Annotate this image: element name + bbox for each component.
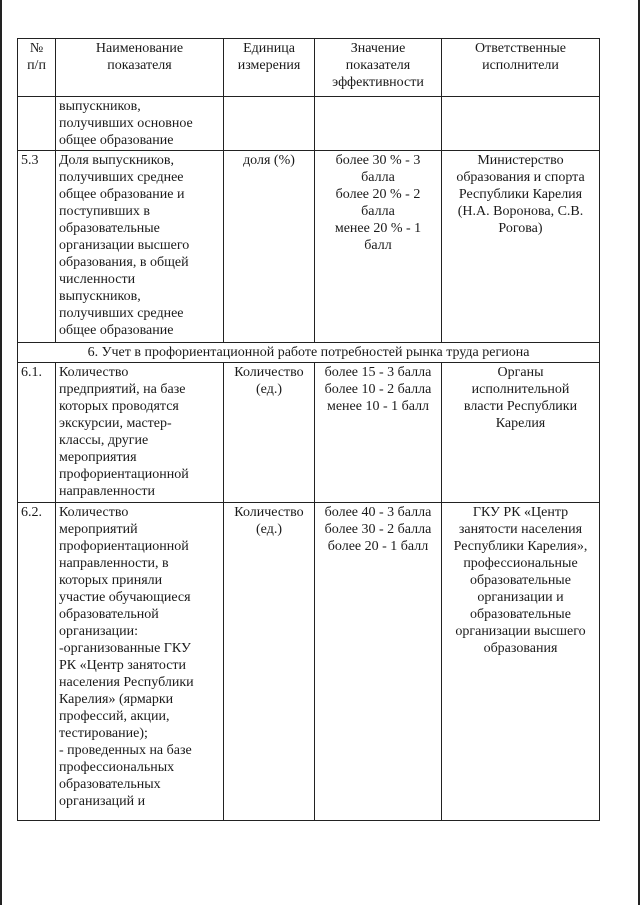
table-row: [18, 151, 600, 343]
cell-unit: [224, 97, 315, 151]
table-row: [18, 363, 600, 503]
cell-unit: Количество (ед.): [224, 363, 315, 503]
cell-name: Доля выпускников, получивших среднее общее образование и поступивших в образовательные организации высшего образования, в общей численности выпускников, получивших среднее общее образование: [56, 151, 224, 343]
cell-value: более 40 - 3 балла более 30 - 2 балла более 20 - 1 балл: [315, 503, 442, 821]
table-row: [18, 503, 600, 821]
cell-responsible: Органы исполнительной власти Республики Карелия: [442, 363, 600, 503]
cell-num: 5.3: [18, 151, 56, 343]
cell-unit: Количество (ед.): [224, 503, 315, 821]
cell-name: Количество мероприятий профориентационной направленности, в которых приняли участие обучающиеся образовательной организации: -организованные ГКУ РК «Центр занятости населения Республики Карелия» (ярмарки профессий, акции, тестирование); - проведенных на базе профессиональных образовательных организаций и: [56, 503, 224, 821]
section-title: 6. Учет в профориентационной работе потребностей рынка труда региона: [18, 343, 600, 363]
cell-value: [315, 97, 442, 151]
cell-responsible: [442, 97, 600, 151]
indicators-table: [17, 38, 600, 821]
cell-responsible: ГКУ РК «Центр занятости населения Республики Карелия», профессиональные образовательные организации и образовательные организации высшего образования: [442, 503, 600, 821]
section-row: [18, 343, 600, 363]
header-row: [18, 39, 600, 97]
cell-unit: доля (%): [224, 151, 315, 343]
header-value: Значение показателя эффективности: [315, 39, 442, 97]
cell-responsible: Министерство образования и спорта Республики Карелия (Н.А. Воронова, С.В. Рогова): [442, 151, 600, 343]
cell-num: 6.1.: [18, 363, 56, 503]
cell-name: выпускников, получивших основное общее образование: [56, 97, 224, 151]
table-row: [18, 97, 600, 151]
header-num: № п/п: [18, 39, 56, 97]
header-responsible: Ответственные исполнители: [442, 39, 600, 97]
header-name: Наименование показателя: [56, 39, 224, 97]
scan-left-edge: [0, 0, 2, 905]
header-unit: Единица измерения: [224, 39, 315, 97]
cell-name: Количество предприятий, на базе которых проводятся экскурсии, мастер- классы, другие мероприятия профориентационной направленности: [56, 363, 224, 503]
cell-num: [18, 97, 56, 151]
cell-num: 6.2.: [18, 503, 56, 821]
cell-value: более 30 % - 3 балла более 20 % - 2 балла менее 20 % - 1 балл: [315, 151, 442, 343]
cell-value: более 15 - 3 балла более 10 - 2 балла менее 10 - 1 балл: [315, 363, 442, 503]
